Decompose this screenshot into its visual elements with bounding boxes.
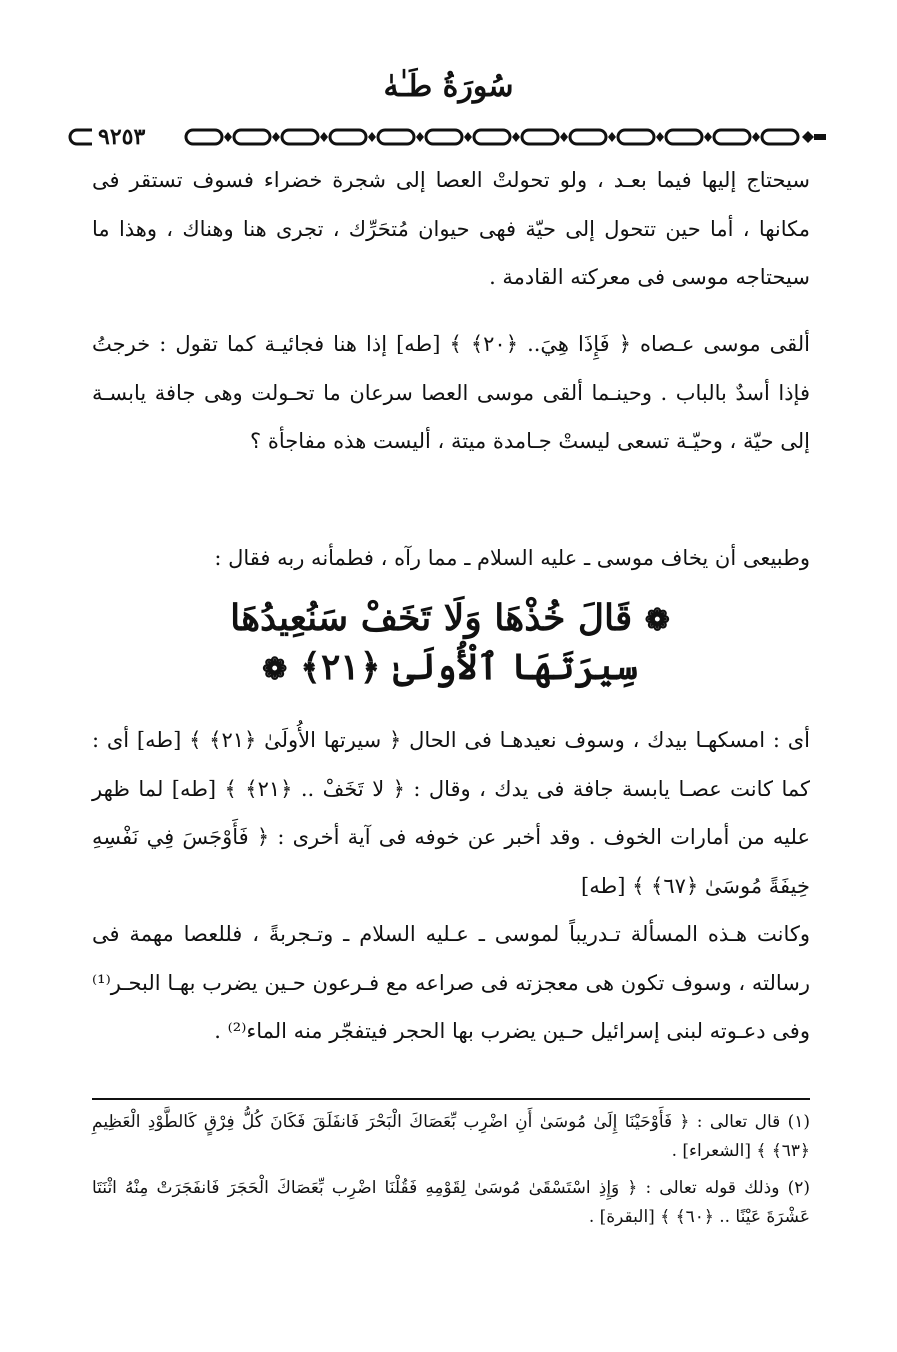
paragraph-4: أى : امسكهـا بيدك ، وسوف نعيدهـا فى الحال ﴿ سيرتها الأُولَىٰ ﴿٢١﴾ ﴾ [طه] أى : كما كانت عصـا يابسة جافة فى يدك ، وقال : ﴿ لا تَخَفْ .. ﴿٢١﴾ ﴾ [طه] لما ظهر عليه من أمارات الخوف . وقد أخبر عن خوفه فى آية أخرى : ﴿ فَأَوْجَسَ فِي نَفْسِهِ خِيفَةً مُوسَىٰ ﴿٦٧﴾ ﴾ [طه] (92, 728, 811, 898)
paragraph-2: ألقى موسى عـصاه ﴿ فَإِذَا هِيَ.. ﴿٢٠﴾ ﴾ [طه] إذا هنا فجائيـة كما تقول : خرجتُ فإذا أسدٌ بالباب . وحينـما ألقى موسى العصا سرعان ما تحـولت وهى جافة يابسـة إلى حيّة ، وحيّـة تسعى ليستْ جـامدة ميتة ، أليست هذه مفاجأة ؟ (92, 332, 810, 453)
paragraph-5: وكانت هـذه المسألة تـدريباً لموسى ـ عـليه السلام ـ وتـجربةً ، فللعصا مهمة فى رسالته ، وسوف تكون هى معجزته فى صراعه مع فـرعون حـين يضرب بهـا البحـر⁽¹⁾ وفى دعـوته لبنى إسرائيل حـين يضرب بها الحجر فيتفجّر منه الماء⁽²⁾ . (92, 922, 810, 1043)
ornamental-border (68, 122, 828, 152)
verse-ornament-end-icon: ❁ (262, 651, 288, 687)
footnote-divider (92, 1098, 810, 1100)
verse-line-1 (180, 594, 720, 643)
verse-line-2 (180, 643, 720, 692)
paragraph-3: وطبيعى أن يخاف موسى ـ عليه السلام ـ مما رآه ، فطمأنه ربه فقال : (214, 546, 810, 570)
footnote-1: (١) قال تعالى : ﴿ فَأَوْحَيْنَا إِلَىٰ مُوسَىٰ أَنِ اضْرِب بِّعَصَاكَ الْبَحْرَ فَانفَلَقَ فَكَانَ كُلُّ فِرْقٍ كَالطَّوْدِ الْعَظِيمِ ﴿٦٣﴾ ﴾ [الشعراء] . (92, 1112, 810, 1161)
paragraph-1: سيحتاج إليها فيما بعـد ، ولو تحولتْ العصا إلى شجرة خضراء فسوف تستقر فى مكانها ، أما حين تتحول إلى حيّة فهى حيوان مُتحَرِّك ، تجرى هنا وهناك ، وهذا ما سيحتاجه موسى فى معركته القادمة . (92, 168, 810, 289)
quran-verse (180, 594, 720, 691)
page-number: ٩٢٥٣ (92, 122, 151, 152)
verse-line-1-text: قَالَ خُذْهَا وَلَا تَخَفْ سَنُعِيدُهَا (230, 597, 633, 639)
verse-ornament-icon: ❁ (644, 603, 670, 638)
footnote-2: (٢) وذلك قوله تعالى : ﴿ وَإِذِ اسْتَسْقَىٰ مُوسَىٰ لِقَوْمِهِ فَقُلْنَا اضْرِب بِّعَصَاكَ الْحَجَرَ فَانفَجَرَتْ مِنْهُ اثْنَتَا عَشْرَةَ عَيْنًا .. ﴿٦٠﴾ ﴾ [البقرة] . (92, 1178, 810, 1227)
verse-line-2-text: سِيرَتَهَا ٱلْأُولَىٰ ﴿٢١﴾ (299, 645, 638, 688)
surah-title: سُورَةُ طَـٰهٰ (383, 69, 514, 104)
